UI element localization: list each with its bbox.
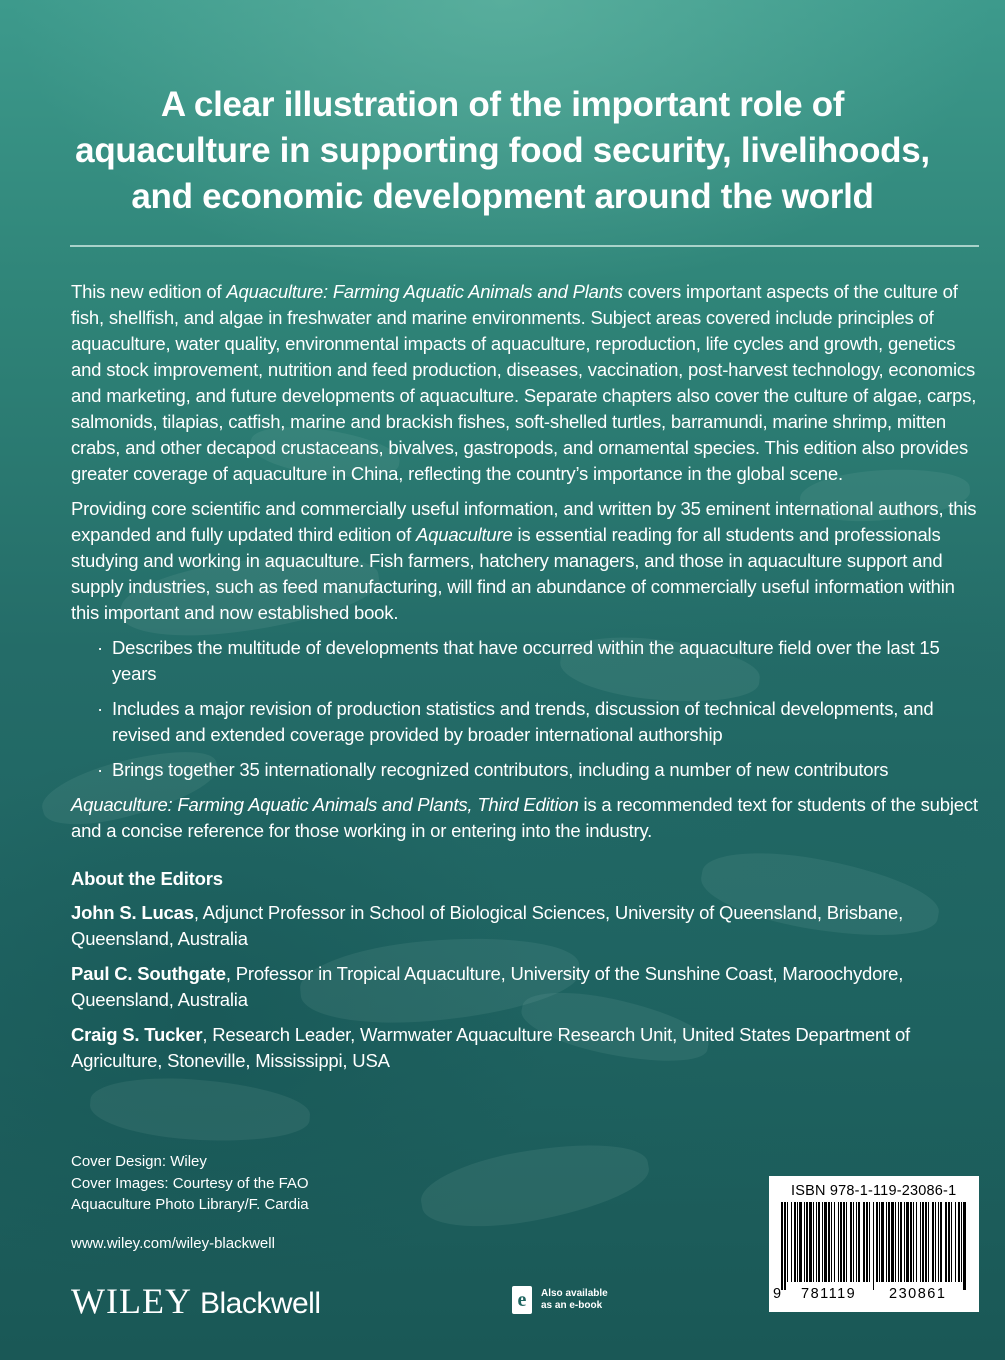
barcode-bar	[922, 1202, 924, 1282]
list-item: · Brings together 35 internationally recognized contributors, including a number of new contributors	[71, 757, 979, 783]
barcode-bar	[920, 1202, 921, 1282]
barcode-bar	[891, 1202, 894, 1282]
wiley-blackwell-logo	[71, 1280, 321, 1320]
barcode-bar	[806, 1202, 808, 1282]
barcode-bar	[781, 1202, 783, 1290]
editor-name: Craig S. Tucker	[71, 1024, 203, 1045]
book-title: Aquaculture: Farming Aquatic Animals and Plants, Third Edition	[71, 794, 579, 815]
headline	[40, 82, 965, 220]
barcode-bar	[945, 1202, 947, 1282]
barcode-bar	[963, 1202, 966, 1290]
barcode-bar	[853, 1202, 854, 1282]
barcode-bar	[869, 1202, 870, 1282]
cover-credits	[71, 1151, 309, 1216]
logo-wiley-text: WILEY	[71, 1281, 192, 1321]
barcode-bar	[904, 1202, 905, 1282]
description-body	[71, 279, 979, 1083]
barcode-bar	[809, 1202, 812, 1282]
barcode-digits-left: 781119	[801, 1286, 857, 1302]
barcode-bar	[881, 1202, 884, 1282]
barcode-bar	[886, 1202, 887, 1282]
barcode-bar	[932, 1202, 934, 1282]
editor-entry: Paul C. Southgate, Professor in Tropical Aquaculture, University of the Sunshine Coast, Maroochydore, Queensland, Australia	[71, 963, 904, 1010]
barcode-bar	[822, 1202, 823, 1282]
barcode-bar	[948, 1202, 950, 1282]
barcode-bar	[935, 1202, 936, 1282]
barcode-bar	[900, 1202, 902, 1282]
editor-entry: John S. Lucas, Adjunct Professor in School of Biological Sciences, University of Queensland, Brisbane, Queensland, Australia	[71, 902, 904, 949]
ebook-text: Also available as an e-book	[541, 1288, 608, 1311]
barcode-bar	[951, 1202, 952, 1282]
barcode-bar	[824, 1202, 827, 1282]
barcode-bar	[858, 1202, 860, 1282]
list-item: · Includes a major revision of production statistics and trends, discussion of technical developments, and revised and extended coverage provided by broader international authorship	[97, 698, 934, 745]
publisher-url[interactable]: www.wiley.com/wiley-blackwell	[71, 1235, 275, 1252]
feature-list	[71, 635, 979, 783]
isbn-label: ISBN 978-1-119-23086-1	[791, 1183, 957, 1199]
barcode-bar	[818, 1202, 820, 1282]
barcode-bar	[906, 1202, 909, 1282]
list-item: · Describes the multitude of developments that have occurred within the aquaculture field over the last 15 years	[97, 637, 940, 684]
barcode-bar	[961, 1202, 962, 1282]
bullet-icon: ·	[97, 637, 103, 658]
logo-blackwell-text: Blackwell	[199, 1287, 321, 1320]
barcode-bar	[834, 1202, 835, 1282]
credit-line: Cover Design: Wiley	[71, 1153, 207, 1170]
description-paragraph: This new edition of Aquaculture: Farming Aquatic Animals and Plants covers important aspects of the culture of fish, shellfish, and algae in freshwater and marine environments. Subject areas covered include principles of aquaculture, water quality, environmental impacts of aquaculture, reproduction, life cycles and growth, genetics and stock improvement, nutrition and feed production, diseases, vaccination, post-harvest technology, economics and marketing, and future developments of aquaculture. Separate chapters also cover the culture of algae, carps, salmonids, tilapias, catfish, marine and brackish fishes, soft-shelled turtles, barramundi, marine shrimp, mitten crabs, and other decapod crustaceans, bivalves, gastropods, and ornamental species. This edition also provides greater coverage of aquaculture in China, reflecting the country’s importance in the global scene.	[71, 281, 977, 484]
barcode-bar	[813, 1202, 814, 1282]
barcode-bar	[787, 1202, 788, 1282]
book-title: Aquaculture: Farming Aquatic Animals and Plants	[226, 281, 623, 302]
barcode-bar	[828, 1202, 830, 1282]
barcode-bar	[866, 1202, 868, 1282]
headline-line: and economic development around the world	[131, 177, 874, 216]
barcode-bar	[831, 1202, 832, 1282]
barcode-bar	[843, 1202, 845, 1282]
barcode-bar	[879, 1202, 880, 1282]
editor-entry: Craig S. Tucker, Research Leader, Warmwater Aquaculture Research Unit, United States Department of Agriculture, Stoneville, Mississippi, USA	[71, 1024, 910, 1071]
editor-name: Paul C. Southgate	[71, 963, 226, 984]
description-paragraph: Providing core scientific and commercially useful information, and written by 35 eminent international authors, this expanded and fully updated third edition of Aquaculture is essential reading for all students and professionals studying and working in aquaculture. Fish farmers, hatchery managers, and those in aquaculture support and supply industries, such as feed manufacturing, will find an abundance of commercially useful information within this important and now established book.	[71, 498, 977, 623]
barcode-digit-first: 9	[773, 1286, 782, 1302]
divider-rule	[70, 245, 979, 247]
editor-name: John S. Lucas	[71, 902, 194, 923]
barcode-bar	[784, 1202, 786, 1290]
barcode-bar	[856, 1202, 857, 1282]
barcode-bar	[895, 1202, 896, 1282]
credit-line: Aquaculture Photo Library/F. Cardia	[71, 1196, 309, 1213]
barcode	[769, 1176, 979, 1312]
bullet-icon: ·	[97, 759, 103, 780]
headline-line: aquaculture in supporting food security, livelihoods,	[75, 131, 930, 170]
barcode-bar	[804, 1202, 805, 1282]
barcode-bar	[888, 1202, 890, 1282]
barcode-bars-icon	[779, 1202, 969, 1290]
barcode-bar	[910, 1202, 912, 1282]
barcode-bar	[940, 1202, 942, 1282]
book-title: Aquaculture	[416, 524, 513, 545]
barcode-digits-right: 230861	[889, 1286, 947, 1302]
barcode-bar	[955, 1202, 956, 1282]
barcode-bar	[873, 1202, 874, 1290]
credit-line: Cover Images: Courtesy of the FAO	[71, 1174, 309, 1192]
barcode-bar	[863, 1202, 865, 1282]
barcode-bar	[925, 1202, 927, 1282]
barcode-bar	[916, 1202, 917, 1282]
barcode-bar	[846, 1202, 847, 1282]
barcode-bar	[876, 1202, 878, 1282]
barcode-bar	[799, 1202, 802, 1282]
description-paragraph: Aquaculture: Farming Aquatic Animals and Plants, Third Edition is a recommended text for students of the subject and a concise reference for those working in or entering into the industry.	[71, 794, 978, 841]
barcode-bar	[958, 1202, 960, 1282]
barcode-bar	[840, 1202, 842, 1282]
barcode-bar	[816, 1202, 817, 1282]
barcode-digits	[769, 1286, 979, 1306]
barcode-bar	[898, 1202, 899, 1282]
barcode-bar	[797, 1202, 798, 1282]
barcode-bar	[938, 1202, 939, 1282]
ebook-badge	[512, 1286, 608, 1314]
barcode-bar	[794, 1202, 796, 1282]
ebook-icon: e	[512, 1286, 532, 1314]
barcode-bar	[928, 1202, 929, 1282]
barcode-bar	[913, 1202, 914, 1282]
barcode-bar	[791, 1202, 792, 1282]
bullet-icon: ·	[97, 698, 103, 719]
headline-line: A clear illustration of the important role of	[160, 85, 845, 124]
editors-heading: About the Editors	[71, 868, 223, 889]
barcode-bar	[850, 1202, 852, 1282]
barcode-bar	[838, 1202, 839, 1282]
